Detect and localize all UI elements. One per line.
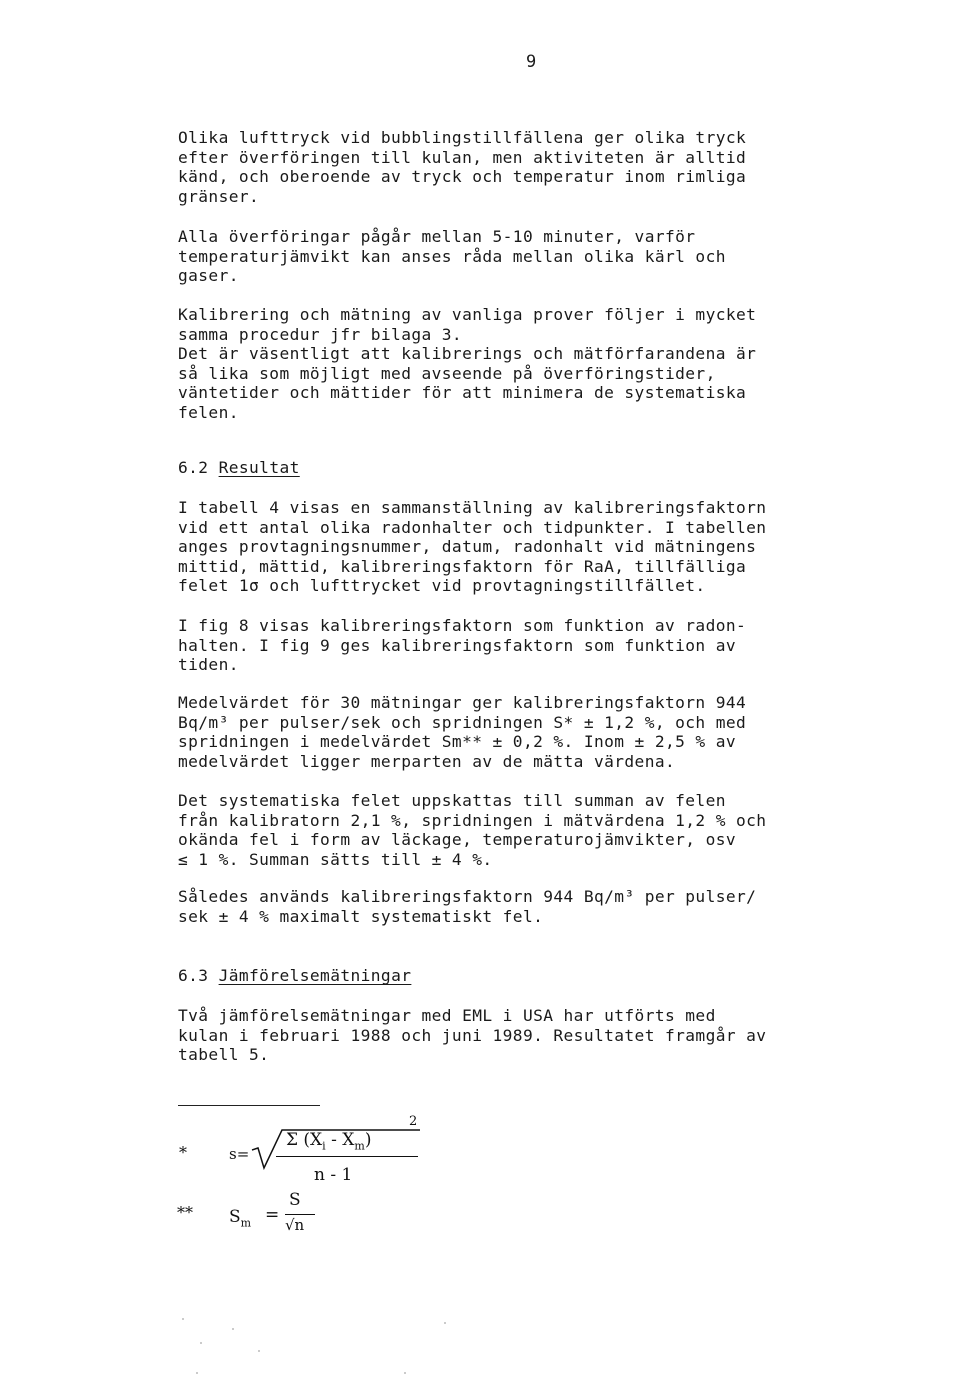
text-line: felet 1σ och lufttrycket vid provtagningstillfället. xyxy=(178,576,706,596)
close-paren: ) xyxy=(364,1130,372,1150)
scan-speck xyxy=(258,1350,260,1352)
section-number: 6.3 xyxy=(178,966,209,985)
paragraph-conclusion xyxy=(178,887,890,926)
text-line: efter överföringen till kulan, men aktiviteten är alltid xyxy=(178,147,747,167)
scan-speck xyxy=(444,1322,446,1324)
text-line: mittid, mättid, kalibreringsfaktorn för RaA, tillfälliga xyxy=(178,556,747,576)
formula-lhs xyxy=(229,1207,251,1229)
text-line: vid ett antal olika radonhalter och tidpunkter. I tabellen xyxy=(178,517,767,537)
text-line: Två jämförelsemätningar med EML i USA har utförts med xyxy=(178,1006,716,1025)
page-number: 9 xyxy=(526,52,537,72)
scan-speck xyxy=(232,1328,234,1330)
section-number: 6.2 xyxy=(178,458,209,477)
section-title: Resultat xyxy=(218,458,300,477)
paragraph-transfers xyxy=(178,227,890,286)
text-line: tabell 5. xyxy=(178,1045,270,1065)
text-line: samma procedur jfr bilaga 3. xyxy=(178,324,463,344)
text-line: Kalibrering och mätning av vanliga prover följer i mycket xyxy=(178,305,757,324)
text-line: sek ± 4 % maximalt systematiskt fel. xyxy=(178,906,544,926)
paragraph-figures xyxy=(178,616,890,675)
text-line: Således används kalibreringsfaktorn 944 Bq/m³ per pulser/ xyxy=(178,887,757,906)
subscript-m: m xyxy=(240,1216,252,1230)
section-heading-6-2 xyxy=(178,458,890,478)
scan-speck xyxy=(404,1372,406,1374)
formula-numerator: S xyxy=(289,1190,301,1210)
lhs-symbol: S xyxy=(229,1207,241,1227)
subscript-m: m xyxy=(354,1139,365,1153)
formula-lhs: s= xyxy=(229,1145,250,1163)
text-line: Bq/m³ per pulser/sek och spridningen S* ± 1,2 %, och med xyxy=(178,712,747,732)
text-line: Alla överföringar pågår mellan 5-10 minuter, varför xyxy=(178,227,696,246)
section-title: Jämförelsemätningar xyxy=(218,966,412,985)
subscript-i: i xyxy=(322,1139,326,1153)
text-line: kulan i februari 1988 och juni 1989. Resultatet framgår av xyxy=(178,1025,767,1045)
text-line: I tabell 4 visas en sammanställning av kalibreringsfaktorn xyxy=(178,498,767,517)
text-line: Medelvärdet för 30 mätningar ger kalibreringsfaktorn 944 xyxy=(178,693,747,712)
formula-denominator: √n xyxy=(285,1216,305,1234)
scan-speck xyxy=(196,1372,198,1374)
text-line: I fig 8 visas kalibreringsfaktorn som funktion av radon- xyxy=(178,616,747,635)
scan-speck xyxy=(200,1342,202,1344)
text-line: känd, och oberoende av tryck och temperatur inom rimliga xyxy=(178,167,747,187)
text-line: temperaturjämvikt kan anses råda mellan olika kärl och xyxy=(178,246,726,266)
text-line: Det systematiska felet uppskattas till summan av felen xyxy=(178,791,726,810)
formula-exponent: 2 xyxy=(409,1114,418,1129)
paragraph-mean-value xyxy=(178,693,890,771)
text-line: anges provtagningsnummer, datum, radonhalt vid mätningens xyxy=(178,537,757,557)
formula-denominator: n - 1 xyxy=(314,1165,353,1185)
scan-speck xyxy=(182,1318,184,1320)
fraction-bar xyxy=(276,1156,418,1157)
footnote-marker: ** xyxy=(177,1203,193,1222)
sum-term: Σ (X xyxy=(286,1130,323,1150)
minus-term: - X xyxy=(331,1130,355,1150)
text-line: tiden. xyxy=(178,655,239,675)
text-line: spridningen i medelvärdet Sm** ± 0,2 %. Inom ± 2,5 % av xyxy=(178,732,737,752)
text-line: så lika som möjligt med avseende på överföringstider, xyxy=(178,363,716,383)
paragraph-comparison xyxy=(178,1006,890,1065)
text-line: felen. xyxy=(178,402,239,422)
paragraph-table4 xyxy=(178,498,890,596)
paragraph-systematic-error xyxy=(178,791,890,869)
text-line: gaser. xyxy=(178,266,239,286)
fraction-bar xyxy=(285,1214,315,1215)
footnote-separator xyxy=(178,1105,320,1106)
text-line: Det är väsentligt att kalibrerings och mätförfarandena är xyxy=(178,344,757,363)
text-line: medelvärdet ligger merparten av de mätta värdena. xyxy=(178,751,676,771)
formula-numerator xyxy=(286,1130,371,1152)
text-line: väntetider och mättider för att minimera de systematiska xyxy=(178,383,747,403)
paragraph-calibration xyxy=(178,305,890,344)
footnote-marker: * xyxy=(179,1143,187,1162)
text-line: okända fel i form av läckage, temperaturojämvikter, osv xyxy=(178,830,737,850)
text-line: halten. I fig 9 ges kalibreringsfaktorn som funktion av xyxy=(178,635,737,655)
section-heading-6-3 xyxy=(178,966,890,986)
text-line: Olika lufttryck vid bubblingstillfällena ger olika tryck xyxy=(178,128,747,147)
paragraph-pressure xyxy=(178,128,890,206)
text-line: ≤ 1 %. Summan sätts till ± 4 %. xyxy=(178,849,493,869)
text-line: från kalibratorn 2,1 %, spridningen i mätvärdena 1,2 % och xyxy=(178,810,767,830)
text-line: gränser. xyxy=(178,186,260,206)
formula-equals: = xyxy=(265,1205,280,1225)
paragraph-systematic xyxy=(178,344,890,422)
